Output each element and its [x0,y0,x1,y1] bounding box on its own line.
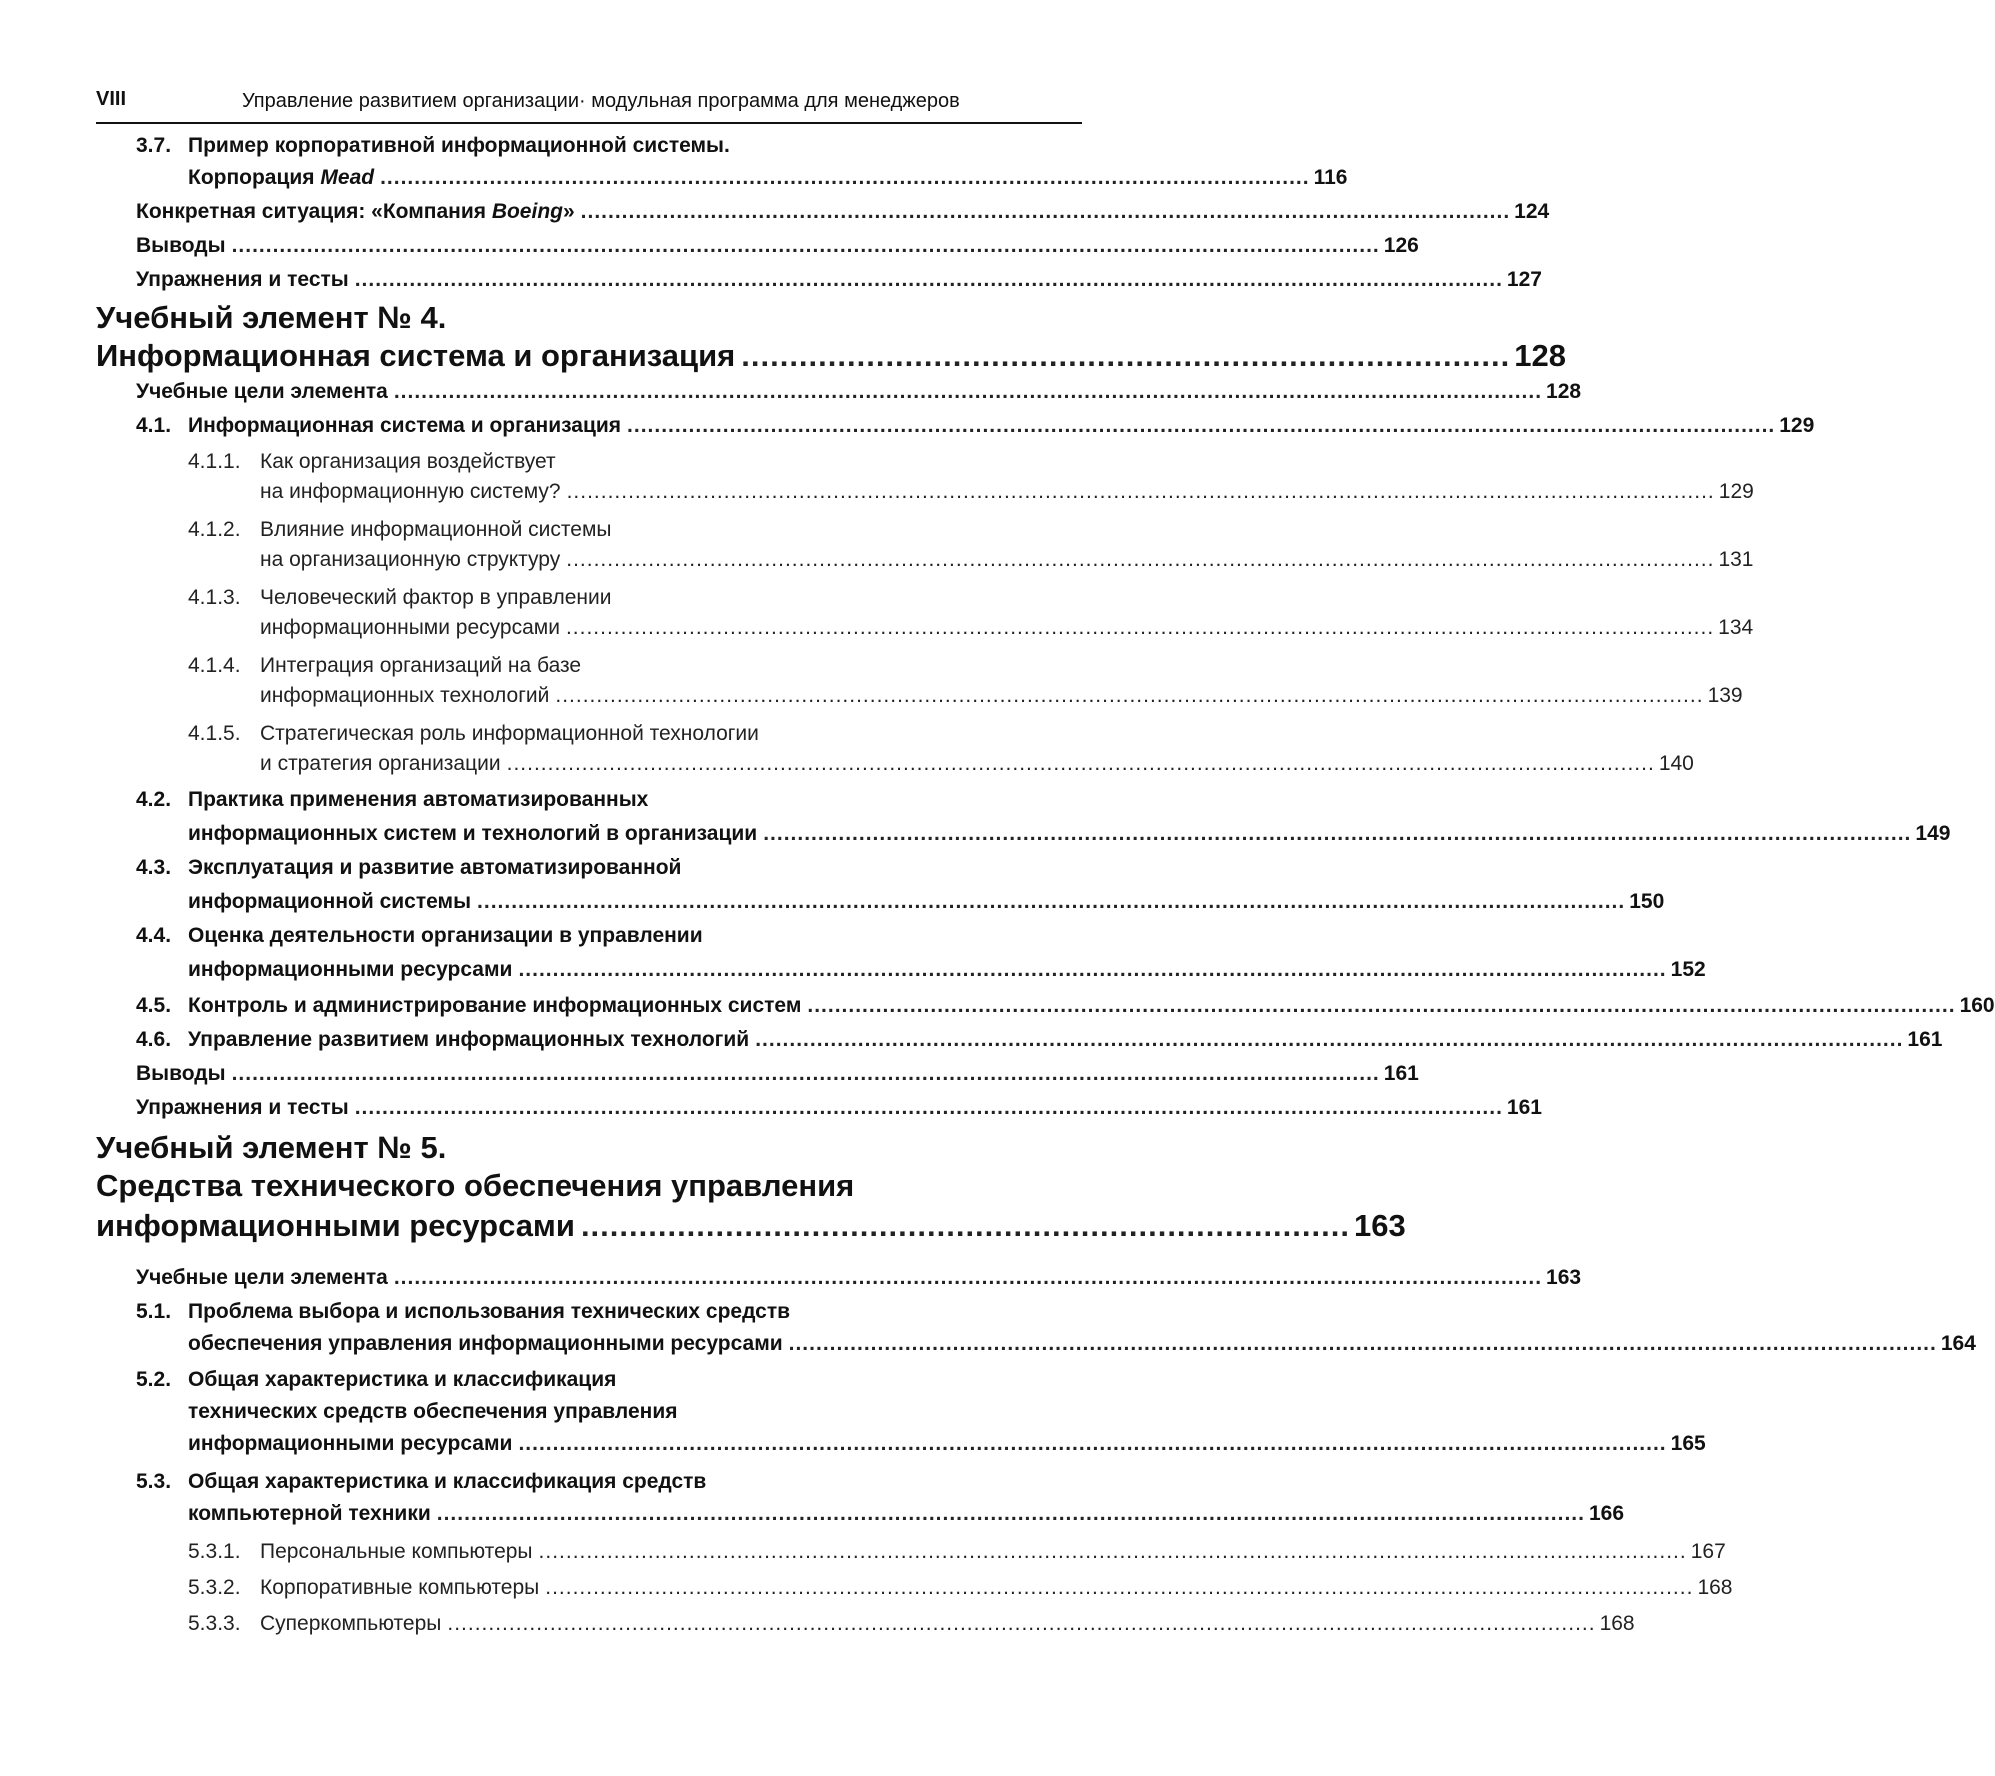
toc-entry-4-5-page: 160 [1959,994,1995,1017]
toc-entry-5-3-1-title: Персональные компьютеры [260,1540,533,1563]
toc-entry-4-1-5-number: 4.1.5. [188,722,241,745]
leader-dots: ........................................................................................................................................................................ [627,414,1776,437]
toc-entry-4-4[interactable] [188,958,1706,982]
toc-entry-4-1-title: Информационная система и организация [188,414,622,437]
toc-entry-4-1-5[interactable] [260,752,1694,776]
toc-entry-conclusions-3[interactable] [136,234,1419,258]
toc-entry-4-1-1-number: 4.1.1. [188,450,241,473]
toc-entry-case-page: 124 [1514,200,1550,223]
leader-dots: ........................................................................................................................................................................ [436,1502,1585,1525]
toc-entry-4-3-title-line1: Эксплуатация и развитие автоматизированной [188,856,682,879]
toc-entry-4-1-2[interactable] [260,548,1754,572]
toc-entry-4-3-title-line2: информационной системы [188,890,472,913]
toc-entry-conclusions-4-page: 161 [1383,1062,1419,1085]
running-title: Управление развитием организации· модульная программа для менеджеров [242,90,960,112]
toc-entry-4-4-title-line2: информационными ресурсами [188,958,513,981]
toc-entry-conclusions-4-title: Выводы [136,1062,226,1085]
toc-entry-5-1-title-line2: обеспечения управления информационными ресурсами [188,1332,783,1355]
toc-entry-5-3-page: 166 [1588,1502,1625,1525]
toc-entry-4-1-4-number: 4.1.4. [188,654,241,677]
leader-dots: ........................................................................................................................................................................ [555,684,1704,707]
toc-entry-goals-4-title: Учебные цели элемента [136,380,388,403]
toc-entry-4-1-2-title-line2: на организационную структуру [260,548,561,571]
toc-entry-exercises-3-title: Упражнения и тесты [136,268,349,291]
leader-dots: ........................................................................................................................................................................ [755,1028,1904,1051]
toc-entry-5-3-number: 5.3. [136,1470,172,1493]
toc-entry-4-1-1[interactable] [260,480,1754,504]
toc-entry-4-1-3-title-line2: информационными ресурсами [260,616,560,639]
leader-dots: ........................................................................................................................................................................ [807,994,1956,1017]
toc-entry-3-7[interactable] [188,166,1348,190]
leader-dots: ........................................................................................................................................................................ [788,1332,1937,1355]
leader-dots: ........................................................................................................................................................................ [518,1432,1667,1455]
leader-dots: ........................................................................................................................................................................ [763,822,1912,845]
unit-5-heading-line3: информационными ресурсами [96,1208,575,1243]
toc-entry-4-1-5-page: 140 [1658,752,1694,775]
leader-dots: ........................................................................................................................................................................ [538,1540,1687,1563]
toc-entry-4-1-3-title-line1: Человеческий фактор в управлении [260,586,612,609]
toc-entry-4-1-1-title-line1: Как организация воздействует [260,450,556,473]
toc-entry-conclusions-4[interactable] [136,1062,1419,1086]
toc-entry-goals-5[interactable] [136,1266,1582,1290]
toc-entry-5-3-2-number: 5.3.2. [188,1576,241,1599]
toc-entry-4-1-5-title-line2: и стратегия организации [260,752,501,775]
toc-entry-5-3-3-page: 168 [1599,1612,1635,1635]
toc-entry-5-3-3[interactable] [260,1612,1635,1636]
toc-entry-4-1-3-number: 4.1.3. [188,586,241,609]
toc-entry-5-3-title-line1: Общая характеристика и классификация средств [188,1470,707,1493]
toc-entry-exercises-3[interactable] [136,268,1542,292]
leader-dots: ........................................................................................................................................ [380,166,1310,189]
toc-entry-4-4-page: 152 [1670,958,1706,981]
toc-entry-3-7-title-line1: Пример корпоративной информационной системы. [188,134,730,157]
toc-entry-4-2-title-line1: Практика применения автоматизированных [188,788,649,811]
toc-entry-4-5-title: Контроль и администрирование информационных систем [188,994,802,1017]
toc-entry-unit-4[interactable] [96,338,1567,374]
toc-entry-4-1-page: 129 [1779,414,1815,437]
toc-entry-3-7-title-line2: Корпорация Mead [188,166,375,189]
toc-entry-conclusions-3-title: Выводы [136,234,226,257]
page-number: VIII [96,88,127,110]
toc-entry-4-1-4[interactable] [260,684,1743,708]
leader-dots: ........................................................................................................................................................................ [231,1062,1380,1085]
leader-dots: ........................................................................................................................................................................ [477,890,1626,913]
toc-entry-4-4-number: 4.4. [136,924,172,947]
toc-entry-4-5[interactable] [188,994,1995,1018]
toc-entry-4-6-page: 161 [1907,1028,1943,1051]
toc-entry-4-2-number: 4.2. [136,788,172,811]
toc-entry-5-3-2[interactable] [260,1576,1733,1600]
running-header [96,82,1082,124]
toc-entry-5-3-title-line2: компьютерной техники [188,1502,431,1525]
toc-entry-5-1-number: 5.1. [136,1300,172,1323]
toc-entry-4-1-number: 4.1. [136,414,172,437]
toc-entry-5-3-3-title: Суперкомпьютеры [260,1612,442,1635]
toc-entry-5-2[interactable] [188,1432,1706,1456]
toc-entry-goals-5-title: Учебные цели элемента [136,1266,388,1289]
unit-5-page: 163 [1353,1208,1406,1243]
toc-entry-case-title: Конкретная ситуация: «Компания Boeing» [136,200,575,223]
toc-entry-5-3-1-page: 167 [1690,1540,1726,1563]
unit-4-heading-line1: Учебный элемент № 4. [96,300,447,335]
toc-entry-4-5-number: 4.5. [136,994,172,1017]
leader-dots: ........................................................................................................................................................................ [518,958,1667,981]
leader-dots: ........................................................................................................................................................................ [545,1576,1694,1599]
toc-entry-4-4-title-line1: Оценка деятельности организации в управлении [188,924,703,947]
toc-entry-4-3-page: 150 [1629,890,1665,913]
leader-dots: ........................................................................................................................................................................ [393,380,1543,403]
toc-entry-5-3[interactable] [188,1502,1625,1526]
toc-entry-4-6-number: 4.6. [136,1028,172,1051]
leader-dots: ........................................................................................................................................................................ [354,1096,1503,1119]
toc-entry-4-2-title-line2: информационных систем и технологий в организации [188,822,758,845]
toc-entry-4-1[interactable] [188,414,1815,438]
toc-entry-4-1-3-page: 134 [1718,616,1754,639]
toc-entry-5-3-1-number: 5.3.1. [188,1540,241,1563]
toc-entry-5-2-title-line1: Общая характеристика и классификация [188,1368,617,1391]
toc-entry-4-1-4-page: 139 [1707,684,1743,707]
toc-entry-5-3-2-page: 168 [1697,1576,1733,1599]
toc-entry-5-1-title-line1: Проблема выбора и использования технических средств [188,1300,791,1323]
leader-dots: ........................................................................................................................................................................ [231,234,1380,257]
toc-entry-goals-4-page: 128 [1546,380,1582,403]
toc-entry-4-1-4-title-line1: Интеграция организаций на базе [260,654,582,677]
toc-entry-4-2-page: 149 [1915,822,1951,845]
leader-dots: ........................................................................................................................................................................ [447,1612,1596,1635]
toc-entry-4-6-title: Управление развитием информационных технологий [188,1028,750,1051]
toc-entry-3-7-number: 3.7. [136,134,172,157]
toc-entry-exercises-4-page: 161 [1506,1096,1542,1119]
toc-entry-4-1-2-number: 4.1.2. [188,518,241,541]
toc-entry-exercises-3-page: 127 [1506,268,1542,291]
leader-dots: ........................................................................................................................................................................ [566,548,1715,571]
toc-entry-5-2-number: 5.2. [136,1368,172,1391]
leader-dots: ........................................................................................................................................ [580,200,1511,223]
unit-5-heading-line1: Учебный элемент № 5. [96,1130,447,1165]
unit-5-heading-line2: Средства технического обеспечения управления [96,1168,855,1203]
toc-entry-5-3-3-number: 5.3.3. [188,1612,241,1635]
toc-entry-5-1-page: 164 [1940,1332,1976,1355]
toc-entry-exercises-4-title: Упражнения и тесты [136,1096,349,1119]
unit-4-page: 128 [1514,338,1567,373]
leader-dots: ........................................................................................................................................................................ [354,268,1503,291]
toc-entry-5-2-title-line3: информационными ресурсами [188,1432,513,1455]
toc-entry-goals-5-page: 163 [1546,1266,1582,1289]
toc-entry-4-1-1-title-line2: на информационную систему? [260,480,561,503]
toc-entry-5-2-title-line2: технических средств обеспечения управления [188,1400,678,1423]
leader-dots: ................................................................................ [580,1208,1350,1243]
leader-dots: ........................................................................................................................................................................ [506,752,1655,775]
toc-entry-4-6[interactable] [188,1028,1943,1052]
toc-entry-3-7-page: 116 [1313,166,1348,189]
toc-entry-4-1-2-page: 131 [1718,548,1754,571]
toc-entry-conclusions-3-page: 126 [1383,234,1419,257]
toc-entry-5-2-page: 165 [1670,1432,1706,1455]
toc-entry-case-boeing[interactable] [136,200,1550,224]
leader-dots: ................................................................................ [741,338,1511,373]
unit-4-heading-line2: Информационная система и организация [96,338,736,373]
leader-dots: ........................................................................................................................................................................ [565,616,1715,639]
toc-entry-4-1-2-title-line1: Влияние информационной системы [260,518,612,541]
toc-entry-5-3-2-title: Корпоративные компьютеры [260,1576,540,1599]
toc-entry-4-1-3[interactable] [260,616,1754,640]
toc-entry-5-3-1[interactable] [260,1540,1726,1564]
leader-dots: ........................................................................................................................................................................ [566,480,1715,503]
leader-dots: ........................................................................................................................................................................ [393,1266,1543,1289]
toc-entry-4-3[interactable] [188,890,1665,914]
toc-entry-4-2[interactable] [188,822,1951,846]
toc-entry-4-1-5-title-line1: Стратегическая роль информационной технологии [260,722,759,745]
toc-entry-exercises-4[interactable] [136,1096,1542,1120]
toc-entry-5-1[interactable] [188,1332,1976,1356]
toc-entry-4-3-number: 4.3. [136,856,172,879]
toc-entry-4-1-1-page: 129 [1718,480,1754,503]
toc-entry-4-1-4-title-line2: информационных технологий [260,684,550,707]
toc-entry-goals-4[interactable] [136,380,1582,404]
toc-entry-unit-5[interactable] [96,1208,1406,1244]
